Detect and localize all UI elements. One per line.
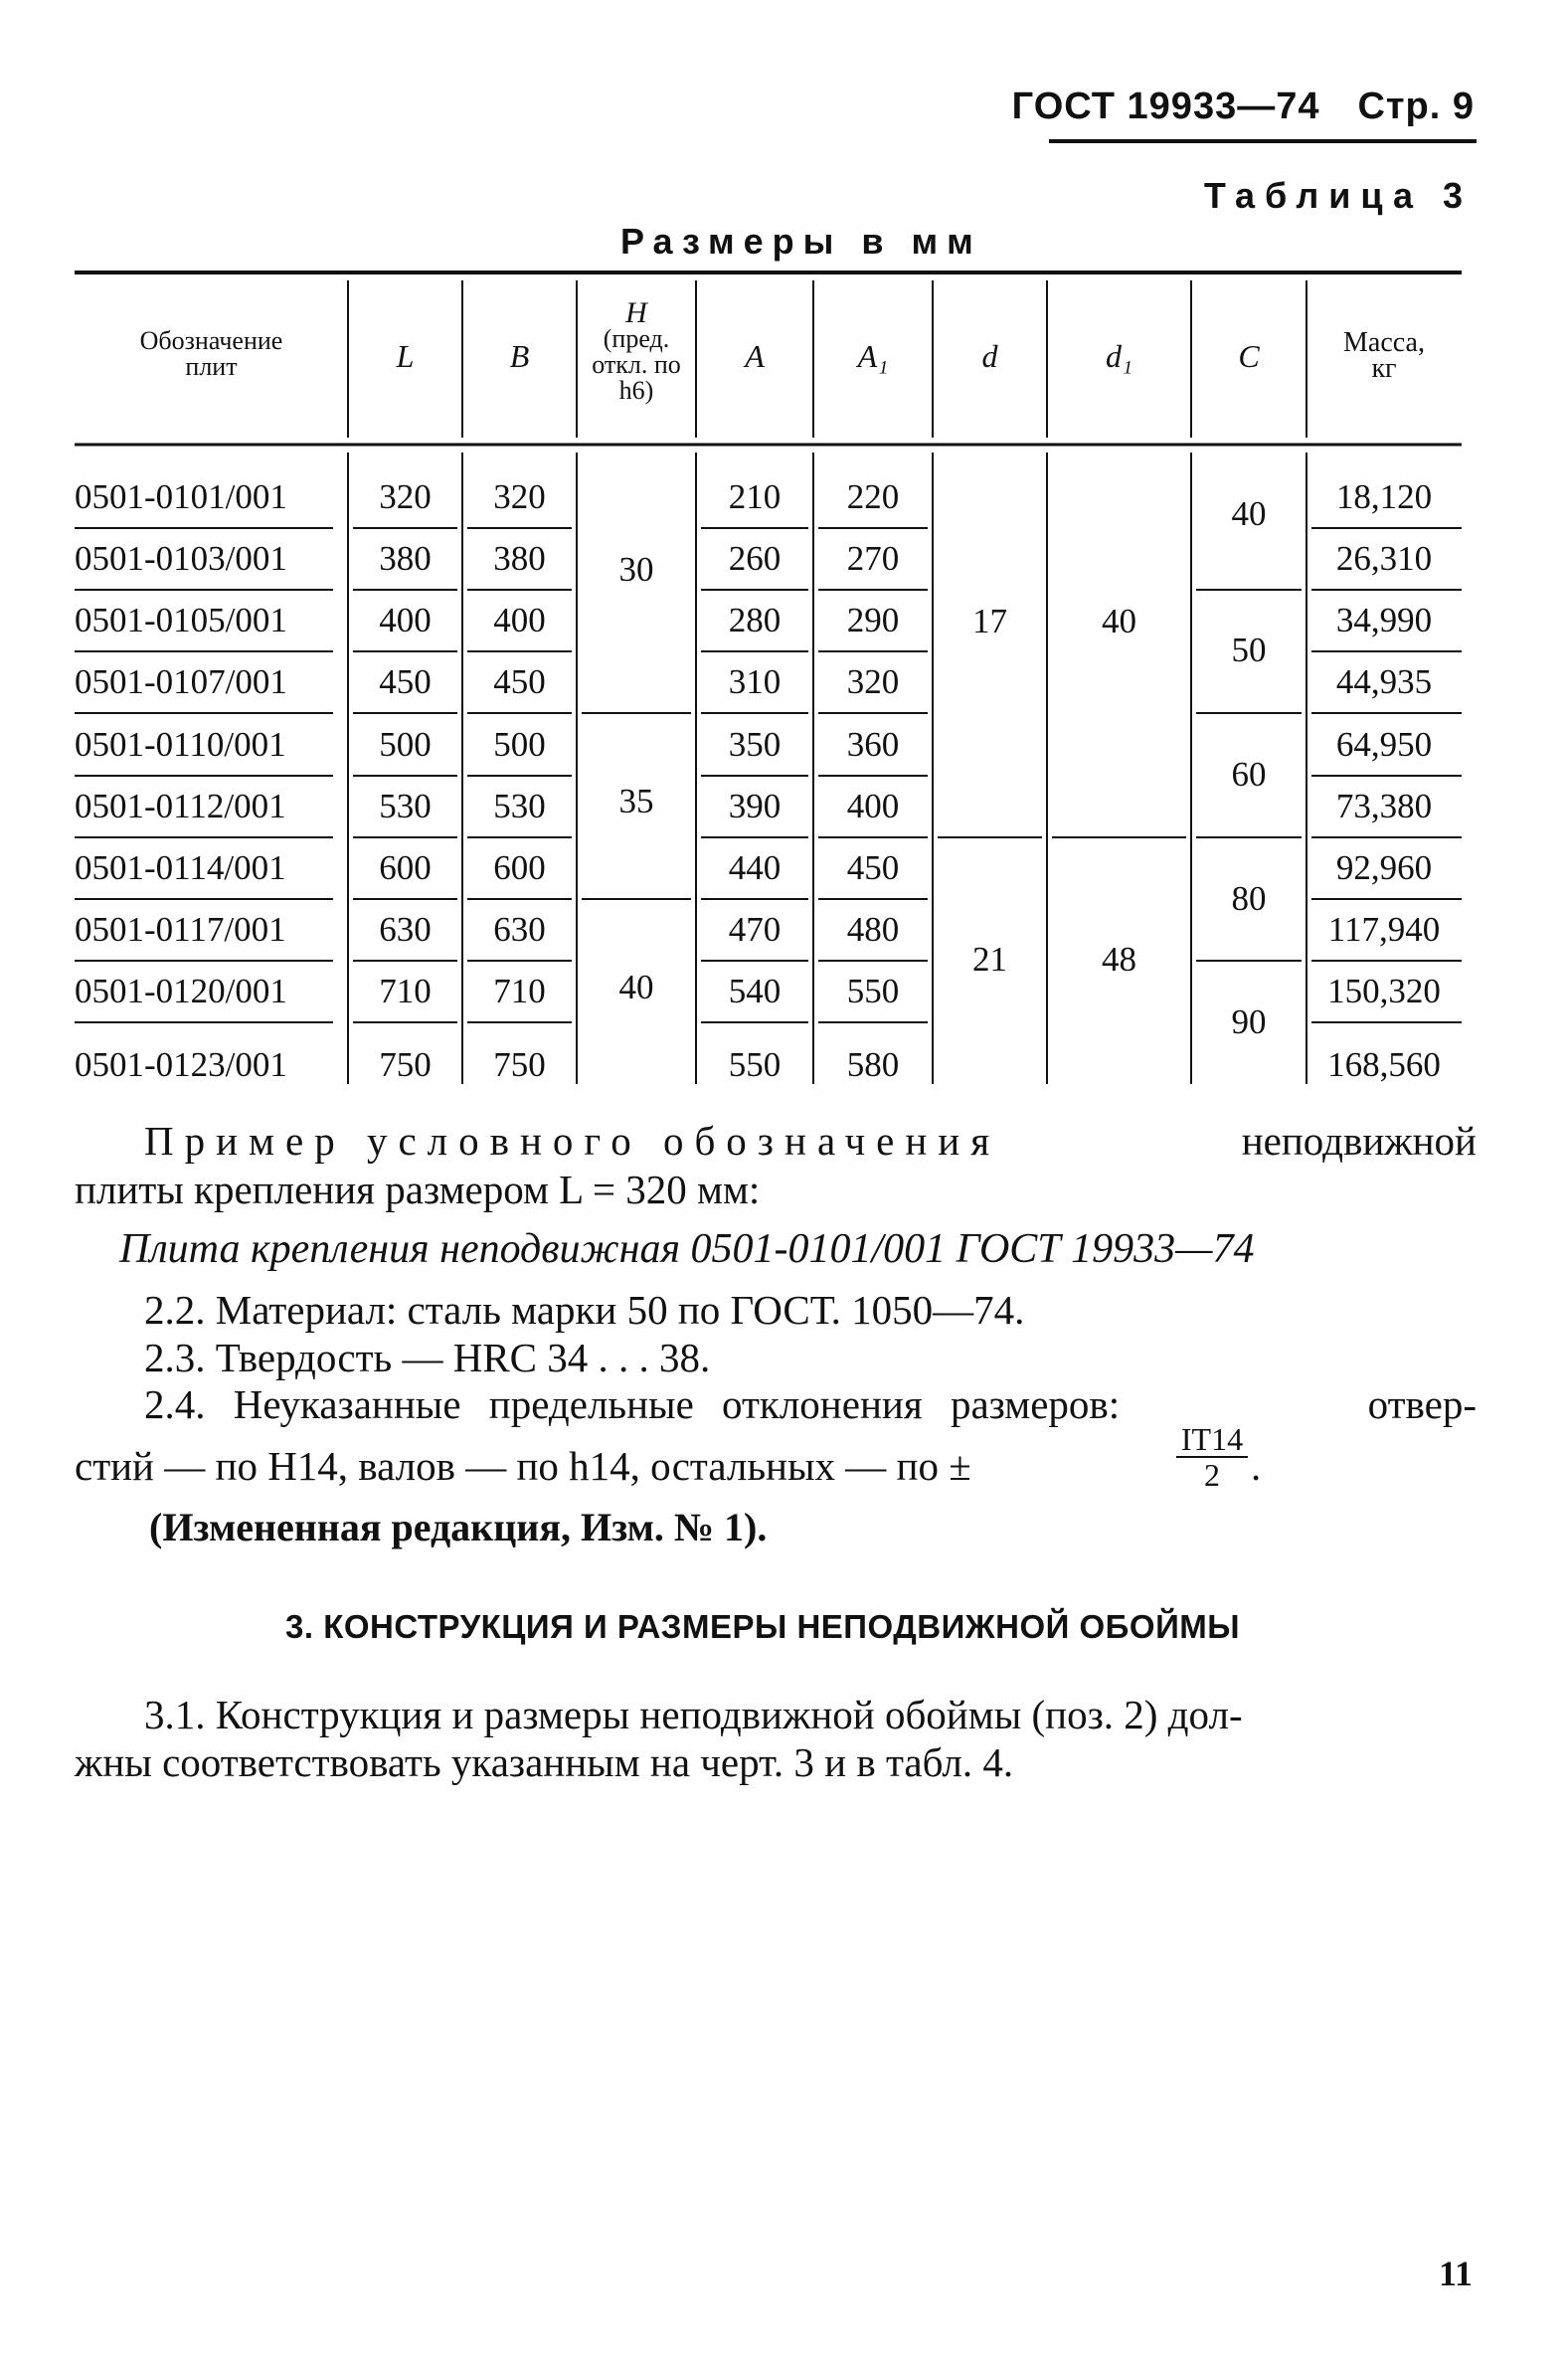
col-header-mass [1307, 327, 1462, 384]
cell-B: 500 [493, 725, 546, 764]
cell-mass: 92,960 [1335, 848, 1433, 887]
cell-B: 600 [493, 848, 546, 887]
cell-L: 710 [379, 972, 432, 1010]
cell-H-group-3: 40 [618, 968, 654, 1006]
col-header-C: C [1238, 338, 1260, 374]
cell-A: 540 [728, 972, 782, 1010]
example-intro-end: неподвижной [1241, 1118, 1477, 1164]
cell-L: 320 [379, 477, 432, 516]
section-heading: 3. КОНСТРУКЦИЯ И РАЗМЕРЫ НЕПОДВИЖНОЙ ОБОЙМЫ [285, 1608, 1241, 1645]
cell-A1: 270 [846, 539, 900, 578]
standard-number: ГОСТ 19933—74 [1011, 86, 1320, 127]
paragraph-2-2: 2.2. Материал: сталь марки 50 по ГОСТ. 1050—74. [144, 1287, 1025, 1333]
cell-B: 710 [493, 972, 546, 1010]
cell-mass: 34,990 [1335, 601, 1433, 639]
cell-designation: 0501-0103/001 [75, 539, 287, 578]
cell-L: 630 [379, 910, 432, 949]
col-header-d1: d₁ [1105, 338, 1133, 374]
cell-L: 450 [379, 662, 432, 701]
example-line-2: плиты крепления размером L = 320 мм: [75, 1167, 761, 1212]
cell-H-group-2: 35 [618, 782, 654, 820]
cell-mass: 18,120 [1335, 477, 1433, 516]
cell-B: 630 [493, 910, 546, 949]
fraction-period: . [1251, 1443, 1262, 1489]
cell-designation: 0501-0105/001 [75, 601, 287, 639]
cell-A1: 290 [846, 601, 900, 639]
col-header-H [577, 296, 696, 405]
paragraph-2-4-line-2: стий — по H14, валов — по h14, остальных — по ± [75, 1443, 971, 1489]
cell-designation: 0501-0114/001 [75, 848, 286, 887]
example-intro: Пример условного обозначения [144, 1118, 1001, 1164]
cell-A: 440 [728, 848, 782, 887]
cell-A: 280 [728, 601, 782, 639]
cell-mass: 168,560 [1327, 1045, 1441, 1084]
paragraph-2-4-line-1 [144, 1380, 1477, 1428]
cell-mass: 117,940 [1327, 910, 1441, 949]
col-header-A: A [745, 338, 765, 374]
cell-d1-group-1: 40 [1102, 602, 1136, 640]
col-header-L: L [396, 338, 415, 374]
cell-mass: 64,950 [1335, 725, 1433, 764]
page-number: 11 [1438, 2254, 1473, 2293]
cell-B: 750 [493, 1045, 546, 1084]
cell-A: 550 [728, 1045, 782, 1084]
cell-B: 380 [493, 539, 546, 578]
cell-mass: 73,380 [1335, 787, 1433, 825]
col-header-mass-text: Масса, кг [1343, 327, 1425, 384]
cell-A1: 580 [846, 1045, 900, 1084]
cell-A1: 400 [846, 787, 900, 825]
cell-C-group-4: 80 [1231, 879, 1267, 918]
cell-A1: 450 [846, 848, 900, 887]
designation-example: Плита крепления неподвижная 0501-0101/001 ГОСТ 19933—74 [119, 1226, 1255, 1272]
cell-d-group-1: 17 [972, 602, 1007, 640]
cell-C-group-2: 50 [1231, 631, 1267, 669]
cell-A1: 480 [846, 910, 900, 949]
col-header-A1: A₁ [857, 338, 889, 374]
cell-d-group-2: 21 [972, 940, 1007, 979]
cell-A1: 320 [846, 662, 900, 701]
cell-designation: 0501-0110/001 [75, 725, 286, 764]
amendment-note: (Измененная редакция, Изм. № 1). [149, 1505, 768, 1549]
cell-C-group-1: 40 [1231, 494, 1267, 533]
cell-L: 500 [379, 725, 432, 764]
cell-A: 210 [728, 477, 782, 516]
fraction-it14 [1176, 1422, 1248, 1492]
cell-A: 310 [728, 662, 782, 701]
cell-mass: 44,935 [1335, 662, 1433, 701]
cell-designation: 0501-0123/001 [75, 1045, 287, 1084]
col-header-H-symbol: H [625, 296, 647, 329]
col-header-designation-text: Обозначение плит [139, 326, 283, 381]
col-header-H-note: (пред. откл. по h6) [592, 324, 681, 405]
cell-C-group-3: 60 [1231, 755, 1267, 794]
cell-L: 380 [379, 539, 432, 578]
cell-C-group-5: 90 [1231, 1002, 1267, 1041]
paragraph-2-3: 2.3. Твердость — HRC 34 . . . 38. [144, 1335, 711, 1380]
paragraph-2-4-end: отвер- [1367, 1381, 1477, 1427]
cell-A: 350 [728, 725, 782, 764]
col-header-d: d [981, 338, 998, 374]
cell-mass: 26,310 [1335, 539, 1433, 578]
cell-A: 390 [728, 787, 782, 825]
cell-designation: 0501-0112/001 [75, 787, 286, 825]
cell-L: 600 [379, 848, 432, 887]
cell-A1: 220 [846, 477, 900, 516]
cell-mass: 150,320 [1327, 972, 1441, 1010]
cell-d1-group-2: 48 [1102, 940, 1136, 979]
cell-B: 530 [493, 787, 546, 825]
col-header-B: B [509, 338, 530, 374]
cell-A1: 550 [846, 972, 900, 1010]
cell-designation: 0501-0107/001 [75, 662, 287, 701]
cell-L: 400 [379, 601, 432, 639]
cell-designation: 0501-0120/001 [75, 972, 287, 1010]
cell-L: 530 [379, 787, 432, 825]
table-units: Размеры в мм [620, 221, 982, 262]
table-label: Таблица 3 [1203, 175, 1473, 216]
fraction-denominator: 2 [1204, 1457, 1220, 1493]
cell-designation: 0501-0117/001 [75, 910, 286, 949]
paragraph-2-4-text: 2.4. Неуказанные предельные отклонения размеров: [144, 1381, 1121, 1427]
cell-A: 470 [728, 910, 782, 949]
page-label: Стр. 9 [1357, 86, 1475, 127]
paragraph-3-1-line-2: жны соответствовать указанным на черт. 3 и в табл. 4. [75, 1739, 1014, 1785]
fraction-numerator: IT14 [1176, 1422, 1248, 1458]
cell-B: 320 [493, 477, 546, 516]
example-line-1 [144, 1117, 1477, 1165]
paragraph-3-1-line-1: 3.1. Конструкция и размеры неподвижной обоймы (поз. 2) дол- [144, 1692, 1243, 1737]
cell-A: 260 [728, 539, 782, 578]
cell-designation: 0501-0101/001 [75, 477, 287, 516]
cell-H-group-1: 30 [618, 550, 654, 589]
cell-B: 450 [493, 662, 546, 701]
col-header-designation [75, 328, 348, 380]
cell-A1: 360 [846, 725, 900, 764]
cell-B: 400 [493, 601, 546, 639]
cell-L: 750 [379, 1045, 432, 1084]
